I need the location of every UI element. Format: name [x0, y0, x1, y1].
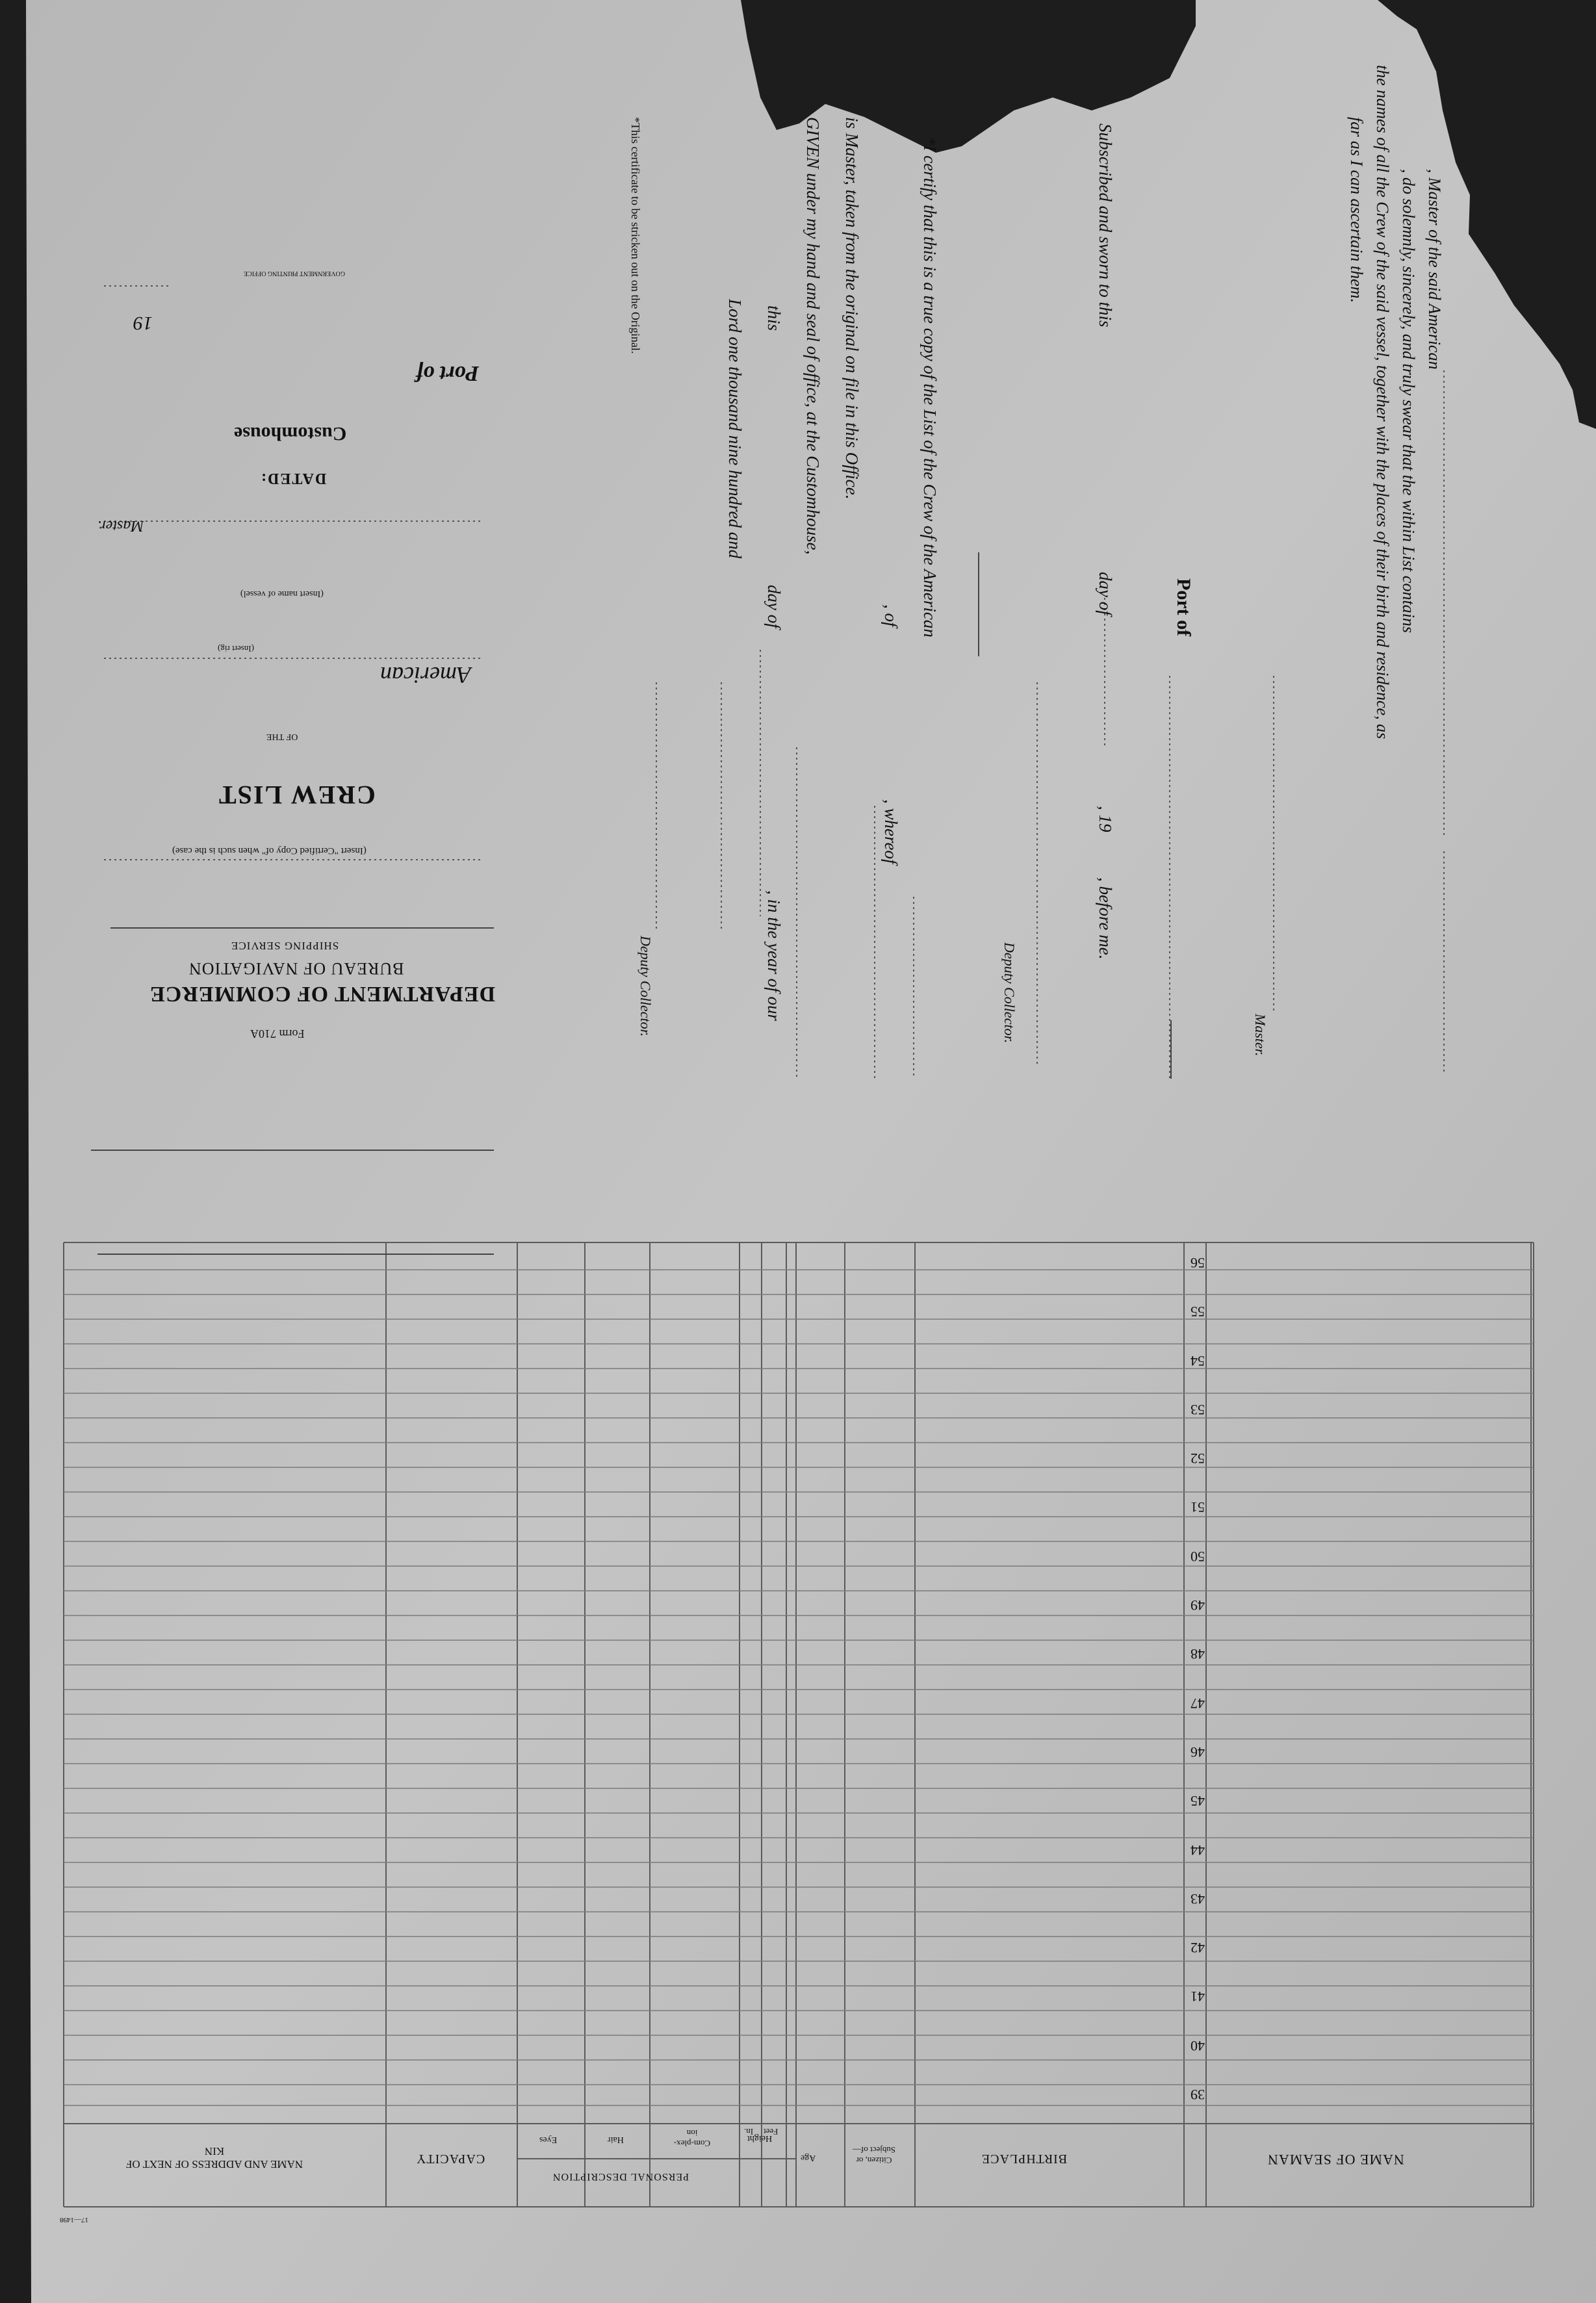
- header-capacity: CAPACITY: [416, 2152, 485, 2166]
- header-birthplace: BIRTHPLACE: [981, 2152, 1068, 2166]
- oath-line-3: the names of all the Crew of the said vessel, together with the places of their birth and residence, as: [1373, 65, 1392, 740]
- row-number: 43: [1191, 1891, 1205, 1907]
- certified-copy-note: (Insert "Certified Copy of" when such is the case): [172, 845, 367, 856]
- certificate-deputy-collector: Deputy Collector.: [637, 936, 654, 1037]
- dated-label: DATED:: [260, 470, 327, 487]
- header-name-of-seaman: NAME OF SEAMAN: [1267, 2152, 1404, 2168]
- row-number: 55: [1191, 1304, 1205, 1320]
- corner-mark: 17—1498: [60, 2216, 88, 2224]
- certificate-this: this: [764, 305, 784, 331]
- oath-master-signature: Master.: [1252, 1014, 1268, 1057]
- header-feet: Feet: [764, 2127, 779, 2137]
- header-inches: In.: [744, 2127, 754, 2137]
- row-number: 53: [1191, 1402, 1205, 1418]
- header-citizen: Citizen, or Subject of—: [852, 2145, 896, 2165]
- row-number: 42: [1191, 1940, 1205, 1956]
- form-title: CREW LIST: [218, 780, 376, 810]
- customhouse-label: Customhouse: [234, 423, 347, 444]
- port-of-label: Port of: [416, 361, 480, 385]
- printer-mark: GOVERNMENT PRINTING OFFICE: [244, 270, 345, 277]
- oath-line-4: far as I can ascertain them.: [1347, 117, 1366, 303]
- form-number: Form 710A: [250, 1027, 305, 1040]
- header-age: Age: [801, 2153, 816, 2163]
- row-number: 54: [1191, 1353, 1205, 1369]
- oath-port-of: Port of: [1173, 578, 1194, 637]
- row-number: 49: [1191, 1597, 1205, 1614]
- header-eyes: Eyes: [539, 2135, 558, 2144]
- row-number: 46: [1191, 1744, 1205, 1760]
- certificate-whereof: , whereof: [881, 799, 901, 864]
- row-number: 45: [1191, 1793, 1205, 1809]
- certificate-line-4: GIVEN under my hand and seal of office, at the Customhouse,: [803, 117, 823, 555]
- department-name: DEPARTMENT OF COMMERCE: [149, 982, 496, 1006]
- header-next-of-kin: NAME AND ADDRESS OF NEXT OF KIN: [125, 2145, 303, 2170]
- certificate-year-of-our: , in the year of our: [764, 890, 784, 1021]
- oath-deputy-collector: Deputy Collector.: [1001, 942, 1018, 1044]
- row-number: 52: [1191, 1450, 1205, 1467]
- oath-before-me: , before me.: [1096, 877, 1115, 960]
- oath-year: , 19: [1096, 806, 1115, 832]
- insert-vessel-note: (Insert name of vessel): [240, 589, 324, 598]
- row-number: 56: [1191, 1255, 1205, 1271]
- insert-rig-note: (Insert rig): [218, 644, 254, 654]
- oath-day-of: day of: [1096, 572, 1115, 615]
- header-hair: Hair: [608, 2135, 624, 2144]
- row-number: 41: [1191, 1988, 1205, 2005]
- header-personal-description: PERSONAL DESCRIPTION: [552, 2171, 689, 2182]
- header-complexion: Com-plex-ion: [673, 2128, 711, 2148]
- year-prefix: 19: [133, 313, 153, 334]
- american-label: American: [380, 662, 471, 688]
- row-number: 44: [1191, 1842, 1205, 1859]
- bureau-name: BUREAU OF NAVIGATION: [188, 959, 404, 978]
- row-number: 50: [1191, 1549, 1205, 1565]
- certificate-line-6: Lord one thousand nine hundred and: [725, 299, 745, 559]
- row-number: 51: [1191, 1499, 1205, 1515]
- header-height: Height: [747, 2133, 773, 2143]
- row-number: 47: [1191, 1695, 1205, 1712]
- oath-subscribed: Subscribed and sworn to this: [1096, 123, 1115, 328]
- row-number: 40: [1191, 2038, 1205, 2054]
- master-label: Master.: [97, 517, 144, 534]
- of-the-label: OF THE: [266, 732, 298, 741]
- oath-line-2: , do solemnly, sincerely, and truly swear that the within List contains: [1399, 169, 1418, 634]
- certificate-line-1: *I certify that this is a true copy of the List of the Crew of the American: [920, 136, 940, 637]
- certificate-of: , of: [881, 604, 901, 627]
- row-number: 39: [1191, 2087, 1205, 2103]
- certificate-footnote: *This certificate to be stricken out on the Original.: [629, 117, 642, 354]
- service-name: SHIPPING SERVICE: [231, 940, 339, 952]
- certificate-line-3: is Master, taken from the original on file in this Office.: [842, 117, 862, 500]
- row-number: 48: [1191, 1646, 1205, 1662]
- oath-line-1: , Master of the said American: [1425, 169, 1444, 370]
- certificate-day-of: day of: [764, 585, 784, 628]
